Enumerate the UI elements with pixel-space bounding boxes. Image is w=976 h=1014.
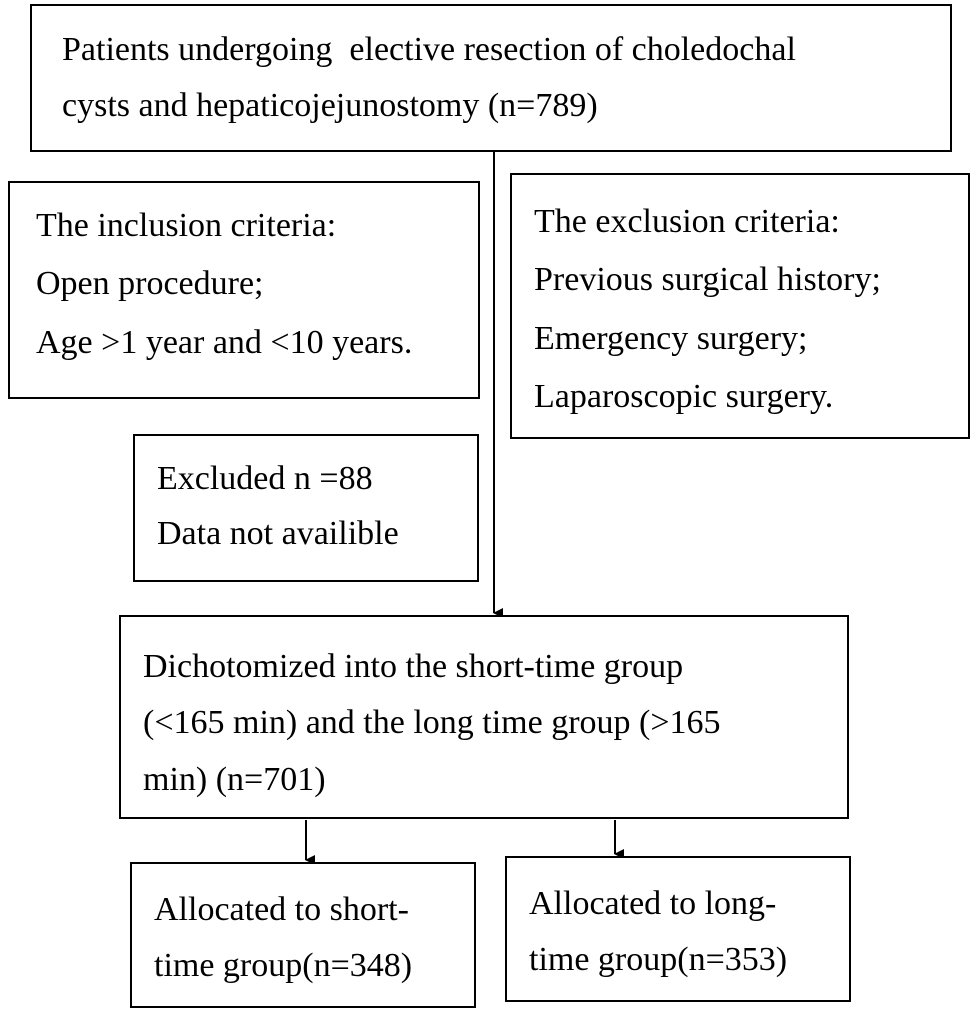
excluded-count: Excluded n =88 [157, 460, 373, 497]
excluded-box [133, 434, 479, 582]
short-time-group-text [154, 882, 412, 994]
inclusion-item-2: Age >1 year and <10 years. [36, 323, 413, 361]
long-time-group-text [529, 876, 787, 988]
patients-line-2: cysts and hepaticojejunostomy (n=789) [62, 86, 598, 124]
exclusion-criteria-box [510, 173, 970, 439]
inclusion-criteria-box [8, 181, 480, 399]
dichotomized-line-2: (<165 min) and the long time group (>165 [143, 704, 721, 742]
excluded-text [157, 451, 399, 561]
exclusion-item-1: Previous surgical history; [534, 261, 881, 299]
exclusion-item-3: Laparoscopic surgery. [534, 378, 834, 416]
inclusion-criteria-text [36, 197, 412, 372]
short-group-line-1: Allocated to short- [154, 891, 409, 928]
dichotomized-line-1: Dichotomized into the short-time group [143, 648, 684, 685]
dichotomized-box [119, 615, 849, 819]
exclusion-criteria-text [534, 193, 881, 427]
patients-text [62, 22, 796, 134]
dichotomized-line-3: min) (n=701) [143, 760, 326, 798]
long-time-group-box [505, 856, 851, 1002]
dichotomized-text [143, 639, 721, 808]
long-group-line-2: time group(n=353) [529, 940, 788, 978]
patients-box [30, 4, 952, 152]
excluded-reason: Data not availible [157, 515, 399, 553]
long-group-line-1: Allocated to long- [529, 885, 777, 922]
inclusion-heading: The inclusion criteria: [36, 207, 337, 244]
short-group-line-2: time group(n=348) [154, 946, 413, 984]
inclusion-item-1: Open procedure; [36, 265, 264, 303]
exclusion-heading: The exclusion criteria: [534, 203, 840, 240]
patients-line-1: Patients undergoing elective resection of choledochal [62, 31, 796, 68]
short-time-group-box [130, 862, 476, 1008]
exclusion-item-2: Emergency surgery; [534, 319, 808, 357]
